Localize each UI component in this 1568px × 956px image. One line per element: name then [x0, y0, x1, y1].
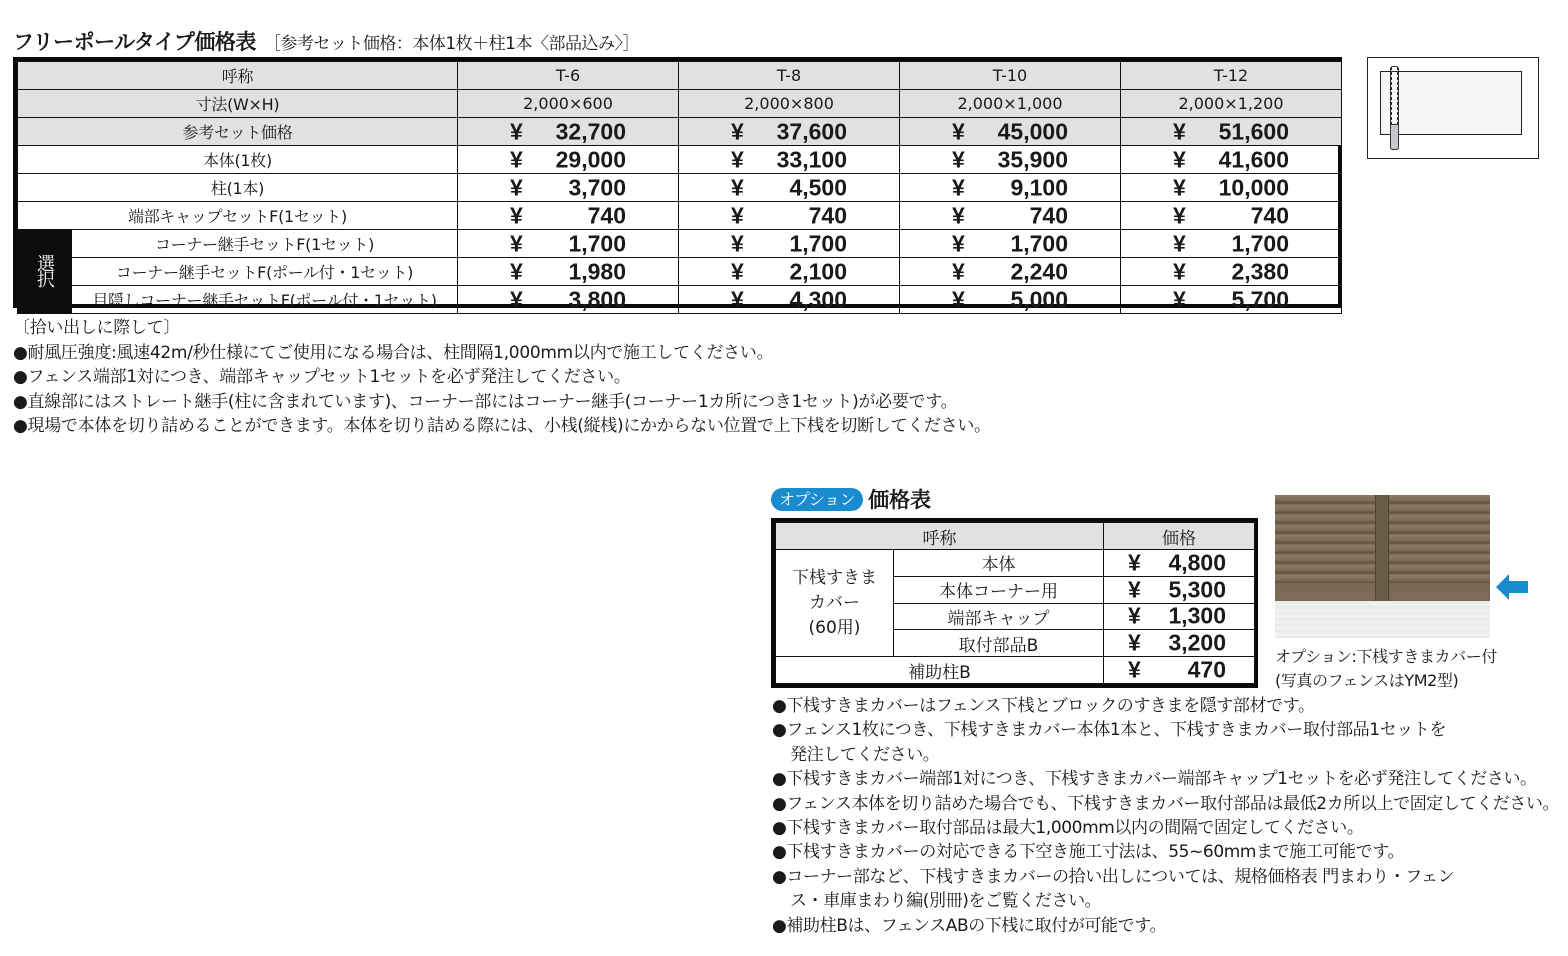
row-label: 端部キャップ [894, 603, 1104, 630]
notes-heading: 〔拾い出しに際して〕 [13, 318, 180, 338]
price-cell: ¥ 470 [1104, 657, 1255, 684]
model-t10: T-10 [900, 62, 1121, 90]
fence-panel-shape [1380, 71, 1522, 135]
note-item: ●フェンス端部1対につき、端部キャップセット1セットを必ず発注してください。 [13, 367, 631, 387]
size-cell: 2,000×1,200 [1121, 90, 1342, 118]
price-cell: ¥ 4,500 [679, 174, 900, 202]
price-cell: ¥ 5,300 [1104, 576, 1255, 603]
pole-shape [1390, 66, 1399, 150]
price-cell: ¥ 33,100 [679, 146, 900, 174]
price-cell: ¥ 29,000 [458, 146, 679, 174]
size-cell: 2,000×1,000 [900, 90, 1121, 118]
free-pole-diagram [1367, 57, 1539, 159]
table-row [18, 118, 1342, 146]
price-cell: ¥ 1,700 [1121, 230, 1342, 258]
note-item: ●補助柱Bは、フェンスABの下桟に取付が可能です。 [772, 915, 1167, 936]
arrow-left-icon [1496, 574, 1528, 600]
model-t12: T-12 [1121, 62, 1342, 90]
row-label: 本体 [894, 550, 1104, 577]
fence-post [1375, 495, 1389, 601]
table-row [18, 286, 1342, 314]
option-badge: オプション [771, 488, 863, 511]
row-label: 取付部品B [894, 630, 1104, 657]
photo-caption: オプション:下桟すきまカバー付 (写真のフェンスはYM2型) [1275, 647, 1497, 690]
select-label: 選択 [18, 230, 72, 314]
price-cell: ¥ 740 [1121, 202, 1342, 230]
header-row [18, 62, 1342, 90]
price-cell: ¥ 740 [679, 202, 900, 230]
price-cell: ¥ 2,100 [679, 258, 900, 286]
row-label: 目隠しコーナー継手セットF(ポール付・1セット) [72, 286, 458, 314]
note-item: ●現場で本体を切り詰めることができます。本体を切り詰める際には、小桟(縦桟)にかからない位置で上下桟を切断してください。 [13, 416, 991, 436]
price-cell: ¥ 2,240 [900, 258, 1121, 286]
header-label: 呼称 [18, 62, 458, 90]
row-label: 本体コーナー用 [894, 576, 1104, 603]
header-price: 価格 [1104, 523, 1255, 550]
table-row [776, 657, 1255, 684]
price-cell: ¥ 1,700 [900, 230, 1121, 258]
model-t6: T-6 [458, 62, 679, 90]
row-label: 本体(1枚) [18, 146, 458, 174]
price-cell: ¥ 1,980 [458, 258, 679, 286]
table-row [18, 230, 1342, 258]
table-row [18, 202, 1342, 230]
price-cell: ¥ 4,300 [679, 286, 900, 314]
price-cell: ¥ 4,800 [1104, 550, 1255, 577]
price-cell: ¥ 3,200 [1104, 630, 1255, 657]
pole-base [1390, 124, 1399, 150]
title-sub: ［参考セット価格：本体1枚＋柱1本〈部品込み〉］ [263, 34, 639, 54]
table-row [18, 258, 1342, 286]
price-cell: ¥ 51,600 [1121, 118, 1342, 146]
price-cell: ¥ 1,700 [458, 230, 679, 258]
price-cell: ¥ 3,800 [458, 286, 679, 314]
row-label: 補助柱B [776, 657, 1104, 684]
size-row [18, 90, 1342, 118]
note-item: ●フェンス本体を切り詰めた場合でも、下桟すきまカバー取付部品は最低2カ所以上で固定してください。 [772, 793, 1560, 814]
price-cell: ¥ 3,700 [458, 174, 679, 202]
price-cell: ¥ 740 [900, 202, 1121, 230]
note-item: ●下桟すきまカバー取付部品は最大1,000mm以内の間隔で固定してください。 [772, 818, 1364, 839]
size-label: 寸法(W×H) [18, 90, 458, 118]
price-cell: ¥ 41,600 [1121, 146, 1342, 174]
note-item-cont: 発注してください。 [790, 744, 940, 765]
table-row [776, 550, 1255, 577]
option-heading [771, 484, 931, 514]
fence-photo [1275, 495, 1490, 638]
table-row [18, 146, 1342, 174]
row-label: 端部キャップセットF(1セット) [18, 202, 458, 230]
option-title: 価格表 [868, 488, 932, 512]
price-cell: ¥ 2,380 [1121, 258, 1342, 286]
price-cell: ¥ 32,700 [458, 118, 679, 146]
note-item: ●耐風圧強度:風速42m/秒仕様にてご使用になる場合は、柱間隔1,000mm以内で施工してください。 [13, 342, 774, 363]
price-cell: ¥ 45,000 [900, 118, 1121, 146]
note-item: ●フェンス1枚につき、下桟すきまカバー本体1本と、下桟すきまカバー取付部品1セットを [772, 720, 1447, 741]
pickup-notes [13, 316, 991, 439]
title-main: フリーポールタイプ価格表 [13, 30, 256, 54]
row-label: コーナー継手セットF(1セット) [72, 230, 458, 258]
price-table [13, 57, 1342, 312]
price-cell: ¥ 9,100 [900, 174, 1121, 202]
header-label: 呼称 [776, 523, 1104, 550]
note-item: ●直線部にはストレート継手(柱に含まれています)、コーナー部にはコーナー継手(コーナー1カ所につき1セット)が必要です。 [13, 391, 958, 412]
note-item-cont: ス・車庫まわり編(別冊)をご覧ください。 [790, 891, 1102, 912]
price-cell: ¥ 740 [458, 202, 679, 230]
row-label: 柱(1本) [18, 174, 458, 202]
pole-hidden-line [1391, 67, 1398, 125]
table-row [18, 174, 1342, 202]
option-price-table [771, 518, 1258, 688]
size-cell: 2,000×600 [458, 90, 679, 118]
price-cell: ¥ 5,700 [1121, 286, 1342, 314]
note-item: ●下桟すきまカバー端部1対につき、下桟すきまカバー端部キャップ1セットを必ず発注してください。 [772, 769, 1537, 790]
price-cell: ¥ 5,000 [900, 286, 1121, 314]
note-item: ●下桟すきまカバーの対応できる下空き施工寸法は、55~60mmまで施工可能です。 [772, 842, 1405, 863]
note-item: ●コーナー部など、下桟すきまカバーの拾い出しについては、規格価格表 門まわり・フェン [772, 866, 1455, 887]
model-t8: T-8 [679, 62, 900, 90]
row-label: コーナー継手セットF(ポール付・1セット) [72, 258, 458, 286]
price-cell: ¥ 1,300 [1104, 603, 1255, 630]
price-cell: ¥ 10,000 [1121, 174, 1342, 202]
size-cell: 2,000×800 [679, 90, 900, 118]
row-label: 参考セット価格 [18, 118, 458, 146]
price-cell: ¥ 37,600 [679, 118, 900, 146]
page-title [13, 26, 639, 56]
price-cell: ¥ 35,900 [900, 146, 1121, 174]
note-item: ●下桟すきまカバーはフェンス下桟とブロックのすきまを隠す部材です。 [772, 696, 1315, 716]
block-wall [1275, 601, 1490, 638]
header-row [776, 523, 1255, 550]
group-label: 下桟すきま カバー (60用) [776, 550, 894, 657]
option-notes [772, 694, 1559, 938]
price-cell: ¥ 1,700 [679, 230, 900, 258]
